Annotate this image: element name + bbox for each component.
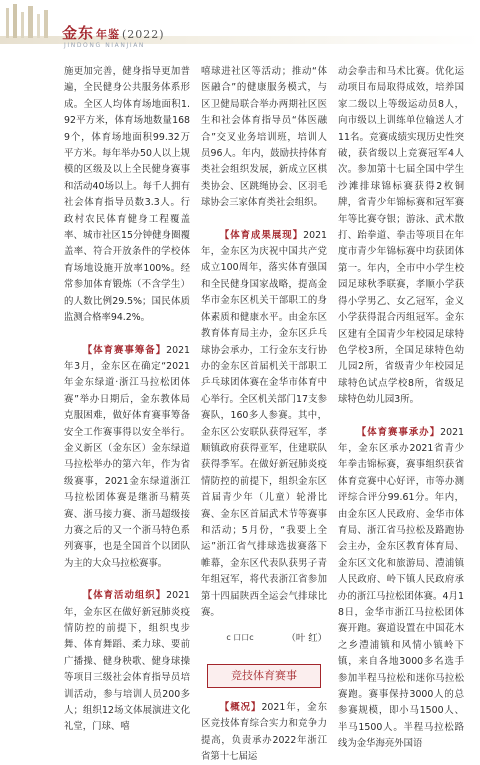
page-header bbox=[0, 0, 480, 54]
entry-heading: 【体育活动组织】 bbox=[82, 590, 167, 602]
header-decoration-icon bbox=[0, 0, 60, 54]
page-folio: c 口口c bbox=[226, 633, 254, 642]
yearbook-title-name: 金东 bbox=[62, 24, 95, 42]
yearbook-title-suffix: 年鉴 bbox=[96, 28, 121, 41]
entry-heading: 【概况】 bbox=[219, 701, 262, 713]
paragraph: 嘻球进社区等活动；推动“体医融合”的健康服务模式，与区卫健局联合举办两期社区医生和社会体育指导员“体医融合”交叉业务培训班，培训人员96人。年内，鼓励扶持体育类社会组织发展，新成立区棋类协会、区跳绳协会、区羽毛球协会三家体育类社会组织。 bbox=[201, 66, 327, 209]
author-credit: （叶 红） bbox=[286, 633, 327, 645]
entry-heading: 【体育赛事承办】 bbox=[356, 426, 441, 438]
yearbook-title bbox=[62, 22, 165, 43]
paragraph: 2021年，金东区在做好新冠肺炎疫情防控的前提下，组织曳步舞、体育舞蹈、柔力球、要前广播操、健身秧歌、健身球操等项目三级社会体育指导员培训活动，参与培训人员200多人；组织12场文体展演进文化礼堂，门球、嘻 bbox=[64, 590, 190, 733]
yearbook-pinyin: JINDONG NIANJIAN bbox=[64, 42, 145, 49]
entry-heading: 【体育赛事筹备】 bbox=[82, 344, 167, 356]
text-column-1 bbox=[64, 64, 190, 733]
paragraph: 2021年，金东区竞技体育综合实力和竞争力提高，负责承办2022年浙江省第十七届运 bbox=[201, 701, 327, 763]
section-title: 竞技体育赛事 bbox=[207, 664, 321, 688]
paragraph: 2021年，金东区为庆祝中国共产党成立100周年，落实体育强国和全民健身国家战略，提高金华市金东区机关干部职工的身体素质和健康水平。由金东区教育体育局主办，金东区乒乓球协会承办，工行金东支行协办的金东区首届机关干部职工乒乓球团体赛在金华市体育中心举行。全区机关部门17支参赛队，160多人参赛。其中，金东区公安联队获得冠军，孝顺镇政府获得亚军，住建联队获得季军。在做好新冠肺炎疫情防控的前提下，组织金东区首届青少年（儿童）轮滑比赛、金东区首届武术节等赛事和活动；5月份，“我要上全运”浙江省气排球选拔赛落下帷幕，金东区代表队获男子青年组冠军，将代表浙江省参加第十四届陕西全运会气排球比赛。 bbox=[201, 229, 327, 618]
entry-heading: 【体育成果展现】 bbox=[219, 229, 304, 241]
text-column-3 bbox=[338, 64, 464, 750]
yearbook-year: (2022) bbox=[122, 28, 165, 41]
paragraph: 动会拳击和马术比赛。优化运动项目布局取得成效，培养国家二级以上等级运动员8人，向市级以上训练单位输送人才11名。竞赛成绩实现历史性突破，获省级以上竞赛冠军4人次。参加第十七届全国中学生沙滩排球锦标赛获得2枚铜牌，省青少年锦标赛和冠军赛年等比赛夺银；游泳、武术散打、跆拳道、拳击等项目在年度市青少年锦标赛中均获团体第一。年内，全市中小学生校园足球秋季联赛，孝顺小学获得小学男乙、女乙冠军，金义小学获得混合丙组冠军。金东区建有全国青少年校园足球特色学校3所，全国足球特色幼儿园2所，省级青少年校园足球特色试点学校8所，省级足球特色幼儿园3所。 bbox=[338, 66, 464, 406]
paragraph: 2021年，金东区承办2021省青少年拳击锦标赛，赛事组织获省体育竞赛中心好评，市等办测评综合评分99.61分。年内，由金东区人民政府、金华市体育局、浙江省马拉松及路跑协会主办，金东区教育体育局、金东区文化和旅游局、澧浦镇人民政府、岭下镇人民政府承办的浙江马拉松团体赛。4月18日，金华市浙江马拉松团体赛开跑。赛道设置在中国花木之乡澧浦镇和风情小镇岭下镇，来自各地3000多名选手参加半程马拉松和迷你马拉松赛跑。赛事保持3000人的总参赛规模，即小马1500人、半马1500人。半程马拉松路线为金华海亮外国语 bbox=[338, 426, 464, 750]
paragraph: 施更加完善，健身指导更加普遍，全民健身公共服务体系形成。全区人均体育场地面积1.92平方米，体育场地数量1689个，体育场地面积99.32万平方米。每年举办50人以上规模的区级及以上全民健身赛事和活动40场以上。每千人拥有社会体育指导员数3.3人。行政村农民体育健身工程覆盖率、城市社区15分钟健身圈覆盖率、符合开放条件的学校体育场地设施开放率100%。经常参加体育锻炼（不含学生）的人数比例29.5%；国民体质监测合格率94.2%。 bbox=[64, 66, 190, 324]
paragraph: 2021年3月，金东区在确定“2021年金东绿道·浙江马拉松团体赛”举办日期后，金东教体局克服困难，做好体育赛事筹备安全工作赛事得以安全举行。金义新区（金东区）金东绿道马拉松举办的第六年，作为省级赛事，2021金东绿道浙江马拉松团体赛是继浙马精英赛、浙马接力赛、浙马超级接力赛之后的又一个浙马特色系列赛事，也是全国首个以团队为主的大众马拉松赛事。 bbox=[64, 344, 190, 569]
